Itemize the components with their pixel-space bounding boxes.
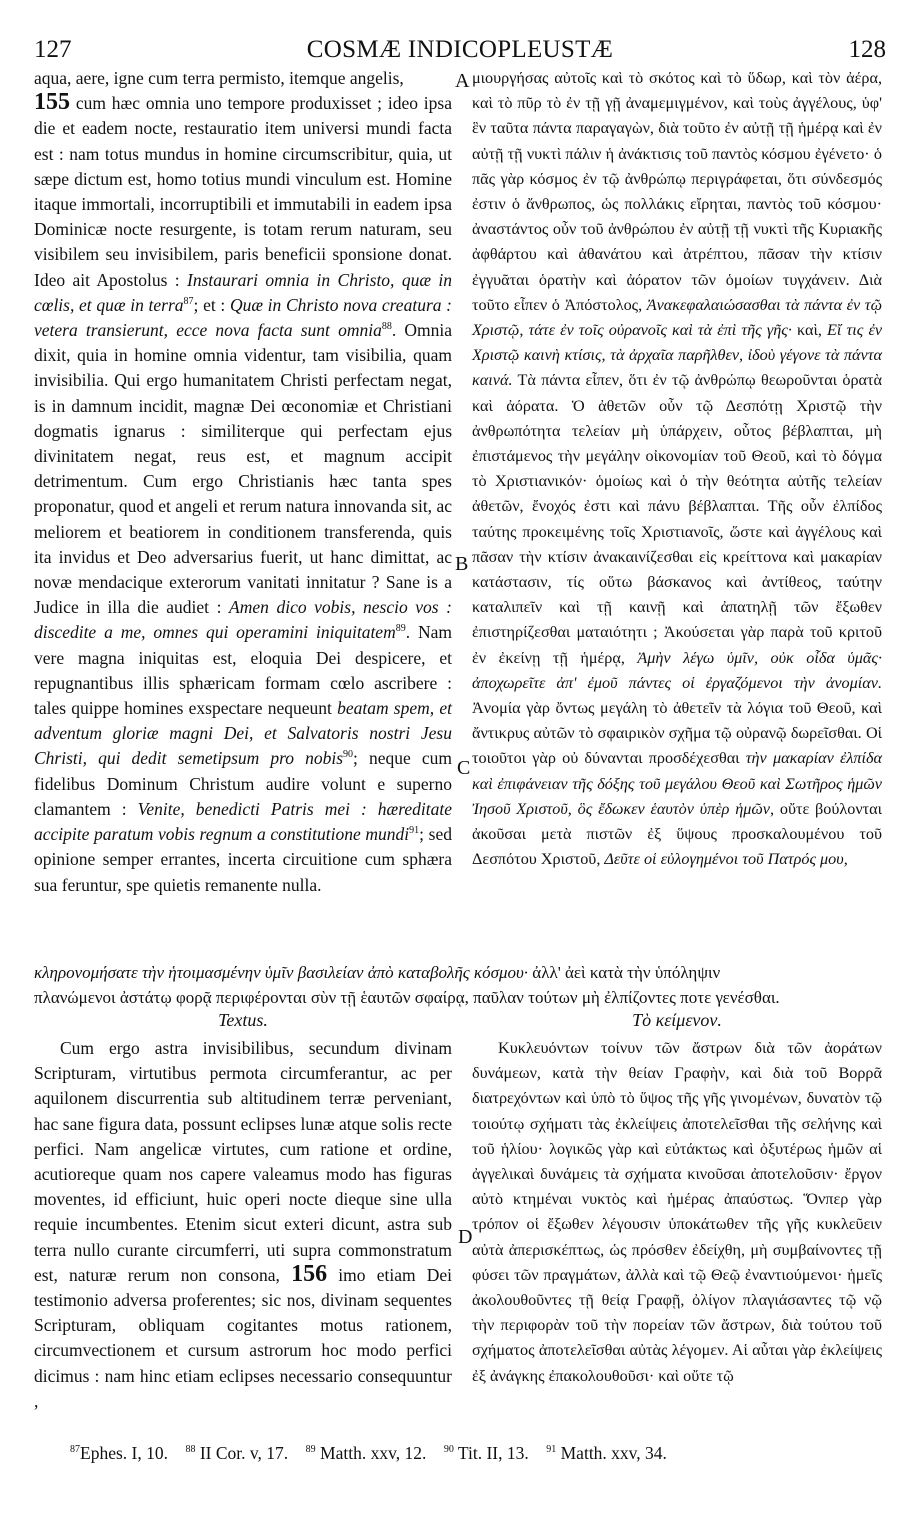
latin-paragraph-1: aqua, aere, igne cum terra permisto, itemque angelis, 155 cum hæc omnia uno tempore produxisset ; ideo ipsa die et eadem nocte, restauratio item universi mundi facta est : nam totus mundus in homine circumscribitur, quia, ut sæpe dictum est, homo totius mundi vinculum est. Homine itaque immortali, incorruptibili et immutabili in eadem ipsa Dominicæ nocte resurgente, is totam rerum naturam, seu visibilem seu invisibilem, paris beneficii sponsione donat. Ideo ait Apostolus : Instaurari omnia in Christo, quæ in cœlis, et quæ in terra$^{87}$; et : Quæ in Christo nova creatura : vetera transierunt, ecce nova facta sunt omnia$^{88}$. Omnia dixit, quia in homine omnia videntur, tam visibilia, quam invisibilia. Qui ergo humanitatem Christi perfectam negat, is in damnum incidit, magnæ Dei œconomiæ et Christiani dogmatis ignarus : similiterque qui perfectam ejus divinitatem negat, reus est, et magnum accipit detrimentum. Cum ergo Christianis hæc tanta spes proponatur, quod et angeli et rerum natura innovanda sit, ac meliorem et beatiorem in conditionem transferenda, quis ita invidus et Deo adversarius fuerit, ut hanc dimittat, ac novæ mendacique exterorum vanitati innitatur ? Sane is a Judice in illa die audiet : Amen dico vobis, nescio vos : discedite a me, omnes qui operamini iniquitatem$^{89}$. Nam vere magna iniquitas est, eloquia Dei despicere, et repugnantibus illis sphæricam formam cœlo ascribere : tales quippe homines exspectare nequeunt beatam spem, et adventum gloriæ magni Dei, et Salvatoris nostri Jesu Christi, qui dedit semetipsum pro nobis$^{90}$; neque cum fidelibus Dominum Christum audire volunt e superno clamantem : Venite, benedicti Patris mei : hæreditate accipite paratum vobis regnum a constitutione mundi$^{91}$; sed opinione semper errantes, incerta circuitione cum sphæra sua feruntur, spe quietis remanente nulla. (34, 68, 453, 895)
margin-letter-b: B (455, 553, 469, 575)
page-number-right: 128 (848, 36, 886, 63)
greek-column-part1 (472, 66, 882, 873)
page-number-left: 127 (34, 36, 72, 63)
scripture-quote-ephesians: Instaurari omnia in Christo, quæ in cœlis, et quæ in terra (34, 269, 452, 315)
footnote-ref-91: 91 (409, 825, 420, 837)
heading-to-keimenon: Τὸ κείμενον. (632, 1010, 722, 1030)
latin-column-part1 (34, 66, 452, 898)
footnote-90: $^{90}$ Tit. II, 13. (443, 1443, 529, 1463)
fullwidth-line-1: κληρονομήσατε τὴν ἡτοιμασμένην ὑμῖν βασιλείαν ἀπὸ καταβολῆς κόσμου· ἀλλ' ἀεὶ κατὰ τὴν ὑπόληψιν (34, 963, 721, 982)
greek-quote-matthew-25-34: Δεῦτε οἱ εὐλογημένοι τοῦ Πατρός μου, (604, 850, 848, 869)
section-number-155: 155 (34, 89, 70, 116)
latin-column-part2 (34, 1036, 452, 1414)
greek-fullwidth-continuation (34, 960, 886, 1010)
margin-letter-c: C (457, 757, 471, 779)
footnote-ref-87: 87 (183, 296, 194, 307)
section-number-156: 156 (291, 1260, 328, 1287)
fullwidth-line-2: πλανώμενοι ἀστάτῳ φορᾷ περιφέρονται σὺν τῇ ἑαυτῶν σφαίρᾳ, παῦλαν τούτων μὴ ἐλπίζοντες ποτε γενέσθαι. (34, 988, 780, 1008)
running-title: COSMÆ INDICOPLEUSTÆ (306, 36, 614, 63)
footnote-87: $^{87}$Ephes. I, 10. (70, 1443, 168, 1463)
footnote-88: $^{88}$ II Cor. v, 17. (185, 1443, 289, 1463)
footnotes (70, 1443, 890, 1464)
scripture-quote-corinthians: Quæ in Christo nova creatura : vetera transierunt, ecce nova facta sunt omnia (34, 294, 453, 341)
latin-paragraph-2: Cum ergo astra invisibilibus, secundum divinam Scripturam, virtutibus permota circumferantur, ac per aquilonem discurrentia sub altitudinem terræ perveniant, hac sane figura data, possunt eclipses lunæ atque solis recte perfici. Nam angelicæ virtutes, cum ratione et ordine, acutioreque quam nos capere valeamus modo has figuras moventes, id efficiunt, huic operi nocte dieque sine ulla requie incumbentes. Etenim sicut exteri dicunt, astra sub terra nullo curante circumferri, uti supra commonstratum est, naturæ rerum non consona, 156 imo etiam Dei testimonio adversa proferentes; sic nos, divinam sequentes Scripturam, obliquam cogitantes motus rationem, circumvectionem et cursum astrorum hoc modo perfici dicimus : nam hinc etiam eclipses necessario consequuntur , (34, 1038, 453, 1411)
greek-quote-corinthians: Εἴ τις ἐν Χριστῷ καινὴ κτίσις, τὰ ἀρχαῖα παρῆλθεν, ἰδοὺ γέγονε τὰ πάντα καινά. (472, 321, 883, 390)
greek-quote-ephesians: Ἀνακεφαλαιώσασθαι τὰ πάντα ἐν τῷ Χριστῷ, τάτε ἐν τοῖς οὐρανοῖς καὶ τὰ ἐπὶ τῆς γῆς· (472, 295, 882, 340)
scripture-quote-matthew-25-34: Venite, benedicti Patris mei : hæreditate accipite paratum vobis regnum a constitutione mundi (34, 798, 452, 845)
greek-paragraph-2: Κυκλευόντων τοίνυν τῶν ἄστρων διὰ τῶν ἀοράτων δυνάμεων, κατὰ τὴν θείαν Γραφὴν, καὶ διὰ τοῦ Βορρᾶ διατρεχόντων καὶ ὑπὸ τὸ ὕψος τῆς γῆς γινομένων, δυνατὸν τῷ τοιούτῳ σχήματι τὰς ἐκλείψεις ἀποτελεῖσθαι τῆς σελήνης καὶ τοῦ ἡλίου· λογικῶς γὰρ καὶ εὐτάκτως καὶ ὀξυτέρως ἡμῶν αἱ ἀγγελικαὶ δυνάμεις τὰ σχήματα κινοῦσαι ἀποτελοῦσιν· ἔργον αὐτὸ κτημέναι νυκτὸς καὶ ἡμέρας ἀπαύστως. Ὅνπερ γὰρ τρόπον οἱ ἔξωθεν λέγουσιν ὑποκάτωθεν τῆς γῆς κυκλεῦειν αὐτὰ ἀπερισκέπτως, ὡς πρόσθεν ἐδείχθη, μὴ συμβαίνοντες τῇ φύσει τῶν πραγμάτων, ἀλλὰ καὶ τῷ Θεῷ ἐναντιούμενοι· ἡμεῖς ἀκολουθοῦντες τῇ θείᾳ Γραφῇ, ὀλίγον πλαγιάσαντες τῷ νῷ τὴν περιφορὰν τοῦ τὴν πορείαν τῶν ἄστρων, διὰ τούτου τοῦ σχήματος ἀποτελεῖσθαι αὐτὰς λέγομεν. Αἱ αὗται γὰρ ἐκλείψεις ἐξ ἀνάγκης ἐπακολουθοῦσι· καὶ οὔτε τῷ (472, 1039, 882, 1385)
greek-quote-titus: τὴν μακαρίαν ἐλπίδα καὶ ἐπιφάνειαν τῆς δόξης τοῦ μεγάλου Θεοῦ καὶ Σωτῆρος ἡμῶν Ἰησοῦ Χριστοῦ, ὃς ἔδωκεν ἑαυτὸν ὑπὲρ ἡμῶν, (472, 749, 882, 818)
margin-letter-d: D (458, 1226, 473, 1248)
greek-quote-matthew-25-12: Ἀμὴν λέγω ὑμῖν, οὐκ οἶδα ὑμᾶς· ἀποχωρεῖτε ἀπ' ἐμοῦ πάντες οἱ ἐργαζόμενοι τὴν ἀνομίαν. (472, 648, 882, 692)
footnote-91: $^{91}$ Matth. xxv, 34. (546, 1443, 667, 1463)
heading-textus: Textus. (218, 1010, 268, 1030)
greek-column-part2 (472, 1036, 882, 1389)
footnote-ref-90: 90 (343, 749, 354, 761)
footnote-ref-88: 88 (381, 321, 392, 333)
footnote-ref-89: 89 (395, 623, 406, 635)
greek-paragraph-1: μιουργήσας αὐτοῖς καὶ τὸ σκότος καὶ τὸ ὕδωρ, καὶ τὸν ἀέρα, καὶ τὸ πῦρ τὸ ἐν τῇ γῇ ἀναμεμιγμένον, καὶ τοὺς ἀγγέλους, ὑφ' ἓν ταῦτα πάντα παραγαγὼν, διὰ τοῦτο ἐν αὐτῇ τῇ ἡμέρᾳ καὶ ἐν αὐτῇ τῇ νυκτὶ πάλιν ἡ ἀνάκτισις τοῦ παντὸς κόσμου ἐγένετο· ὁ πᾶς γὰρ κόσμος ἐν τῷ ἀνθρώπῳ περιγράφεται, ὅτι σύνδεσμός ἐστιν ὁ ἄνθρωπος, ὡς πολλάκις εἴρηται, παντὸς τοῦ κόσμου· ἀναστάντος οὖν τοῦ ἀνθρώπου ἐν αὐτῇ τῇ νυκτὶ τῆς Κυριακῆς ἀφθάρτου καὶ ἀθανάτου καὶ ἀτρέπτου, πᾶσαν τὴν κτίσιν ἐγγυᾶται ὁρατὴν καὶ ἀόρατον τῶν ὁμοίων τυγχάνειν. Διὰ τοῦτο εἶπεν ὁ Ἀπόστολος, Ἀνακεφαλαιώσασθαι τὰ πάντα ἐν τῷ Χριστῷ, τάτε ἐν τοῖς οὐρανοῖς καὶ τὰ ἐπὶ τῆς γῆς· καὶ, Εἴ τις ἐν Χριστῷ καινὴ κτίσις, τὰ ἀρχαῖα παρῆλθεν, ἰδοὺ γέγονε τὰ πάντα καινά. Τὰ πάντα εἶπεν, ὅτι ἐν τῷ ἀνθρώπῳ θεωροῦνται ὁρατὰ καὶ ἀόρατα. Ὁ ἀθετῶν οὖν τῷ Δεσπότῃ Χριστῷ τὴν ἀνθρωπότητα τελείαν μὴ ὑπάρχειν, οὗτος βέβλαπται, μὴ ἐπιστάμενος τὴν μεγάλην οἰκονομίαν τοῦ Θεοῦ, καὶ τὸ δόγμα τὸ Χριστιανικόν· ὁμοίως καὶ ὁ τὴν θεότητα αὐτῆς τελείαν ἀθετῶν, ἔνοχός ἐστι καὶ πάνυ βέβλαπται. Τῆς οὖν ἐλπίδος ταύτης προκειμένης τοῖς Χριστιανοῖς, ὥστε καὶ ἀγγέλους καὶ πᾶσαν τὴν κτίσιν ἀνακαινίζεσθαι εἰς κρείττονα καὶ μακαρίαν κατάστασιν, τίς οὕτω βάσκανος καὶ ἀντίθεος, ταύτην καταλιπεῖν καὶ τῇ καινῇ καὶ ἀπατηλῇ τῶν ἔξωθεν ἐπιστηρίζεσθαι ματαιότητι ; Ἀκούσεται γὰρ παρὰ τοῦ κριτοῦ ἐν ἐκείνῃ τῇ ἡμέρᾳ, Ἀμὴν λέγω ὑμῖν, οὐκ οἶδα ὑμᾶς· ἀποχωρεῖτε ἀπ' ἐμοῦ πάντες οἱ ἐργαζόμενοι τὴν ἀνομίαν. Ἀνομία γὰρ ὄντως μεγάλη τὸ ἀθετεῖν τὰ λόγια τοῦ Θεοῦ, καὶ ἄντικρυς αὐτῶν τὸ σφαιρικὸν σχῆμα τῷ οὐρανῷ δωρεῖσθαι. Οἱ τοιοῦτοι γὰρ οὐ δύνανται προσδέχεσθαι τὴν μακαρίαν ἐλπίδα καὶ ἐπιφάνειαν τῆς δόξης τοῦ μεγάλου Θεοῦ καὶ Σωτῆρος ἡμῶν Ἰησοῦ Χριστοῦ, ὃς ἔδωκεν ἑαυτὸν ὑπὲρ ἡμῶν, οὔτε βούλονται ἀκοῦσαι μετὰ πιστῶν ἐξ ὕψους προσκαλουμένου τοῦ Δεσπότου Χριστοῦ, Δεῦτε οἱ εὐλογημένοι τοῦ Πατρός μου, (472, 69, 883, 869)
footnote-89: $^{89}$ Matth. xxv, 12. (305, 1443, 427, 1463)
margin-letter-a: A (455, 70, 470, 92)
running-header (34, 36, 886, 68)
scripture-quote-matthew-25-12: Amen dico vobis, nescio vos : discedite a me, omnes qui operamini iniquitatem (34, 597, 452, 643)
scripture-quote-titus: beatam spem, et adventum gloriæ magni Dei, et Salvatoris nostri Jesu Christi, qui dedit semetipsum pro nobis (34, 698, 452, 769)
